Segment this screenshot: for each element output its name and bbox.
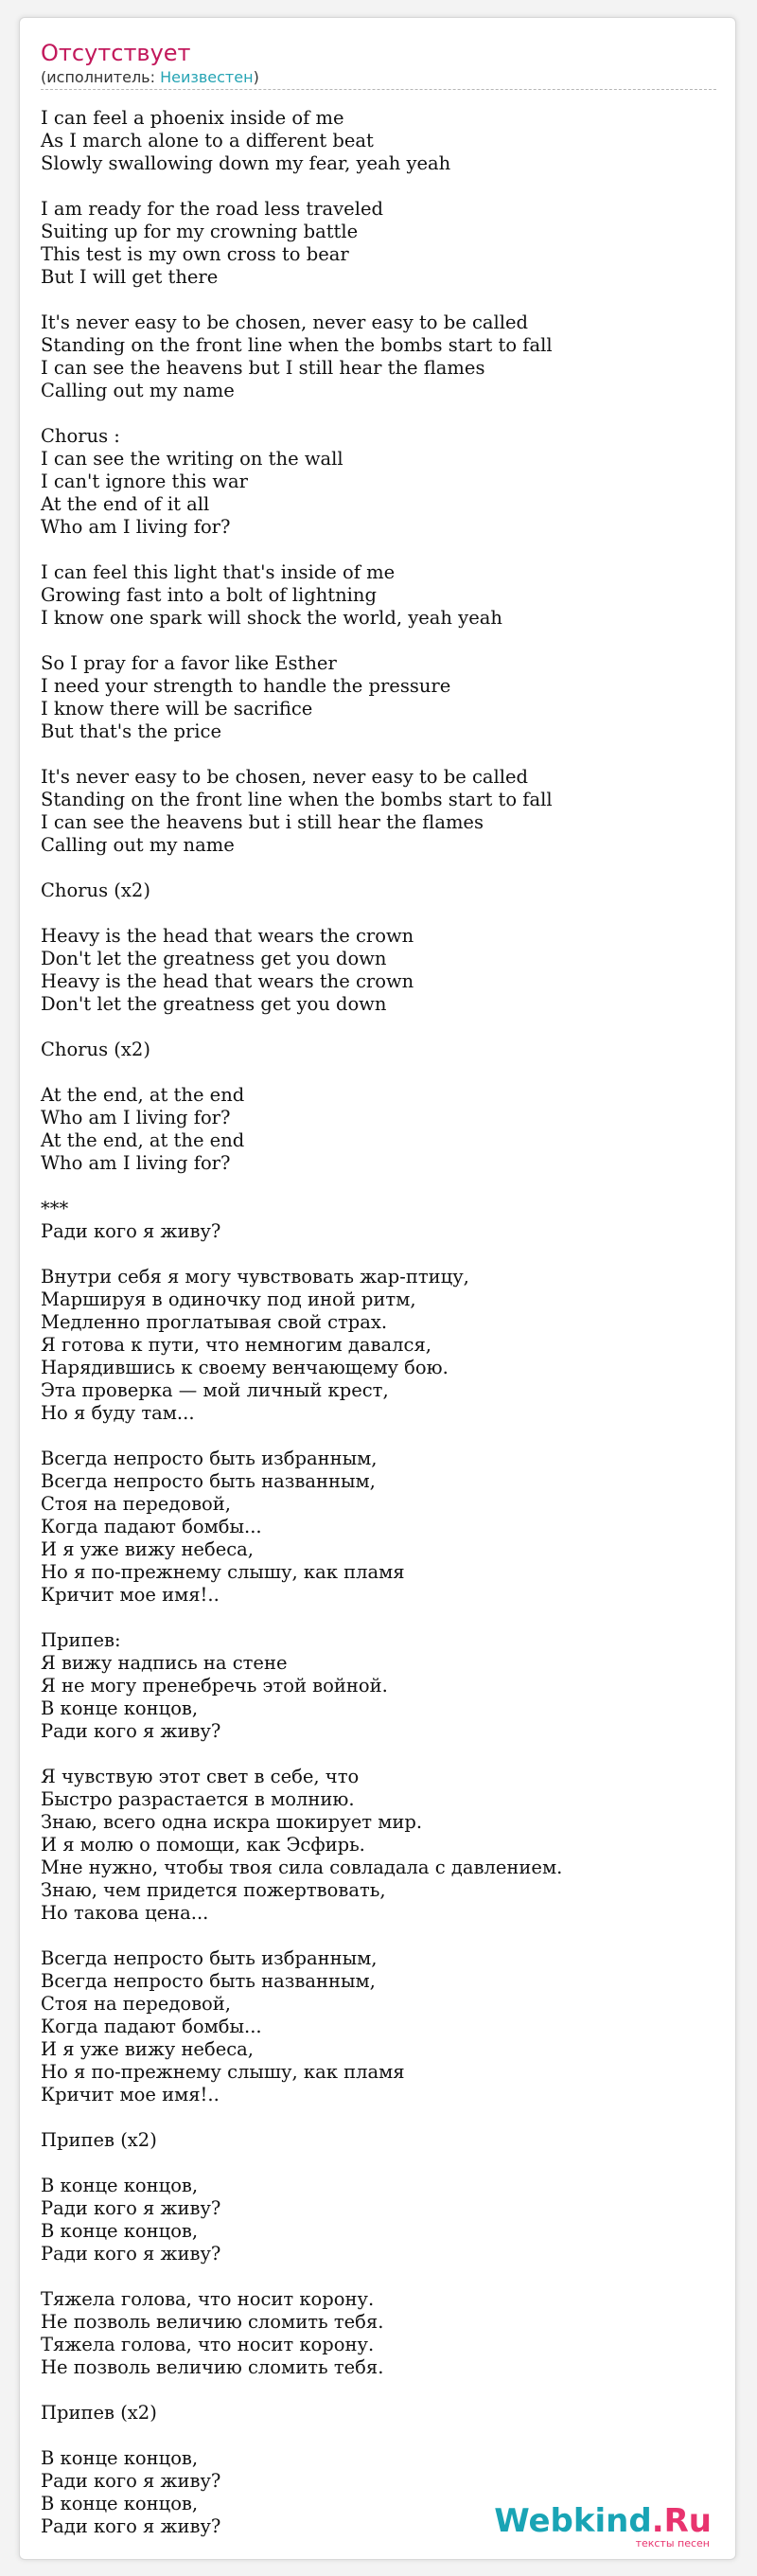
artist-line xyxy=(41,68,259,87)
artist-suffix: ) xyxy=(253,68,259,86)
lyrics-text: I can feel a phoenix inside of me As I march alone to a different beat Slowly swallowing down my fear, yeah yeah I am ready for the road less traveled Suiting up for my crowning battle This test is my own cross to bear But I will get there It's never easy to be chosen, never easy to be called Standing on the front line when the bombs start to fall I can see the heavens but I still hear the flames Calling out my name Chorus : I can see the writing on the wall I can't ignore this war At the end of it all Who am I living for? I can feel this light that's inside of me Growing fast into a bolt of lightning I know one spark will shock the world, yeah yeah So I pray for a favor like Esther I need your strength to handle the pressure I know there will be sacrifice But that's the price It's never easy to be chosen, never easy to be called Standing on the front line when the bombs start to fall I can see the heavens but i still hear the flames Calling out my name Chorus (x2) Heavy is the head that wears the crown Don't let the greatness get you down Heavy is the head that wears the crown Don't let the greatness get you down Chorus (x2) At the end, at the end Who am I living for? At the end, at the end Who am I living for? *** Ради кого я живу? Внутри себя я могу чувствовать жар-птицу, Маршируя в одиночку под иной ритм, Медленно проглатывая свой страх. Я готова к пути, что немногим давался, Нарядившись к своему венчающему бою. Эта проверка — мой личный крест, Но я буду там... Всегда непросто быть избранным, Всегда непросто быть названным, Стоя на передовой, Когда падают бомбы... И я уже вижу небеса, Но я по-прежнему слышу, как пламя Кричит мое имя!.. Припев: Я вижу надпись на стене Я не могу пренебречь этой войной. В конце концов, Ради кого я живу? Я чувствую этот свет в себе, что Быстро разрастается в молнию. Знаю, всего одна искра шокирует мир. И я молю о помощи, как Эсфирь. Мне нужно, чтобы твоя сила совладала с давлением. Знаю, чем придется пожертвовать, Но такова цена... Всегда непросто быть избранным, Всегда непросто быть названным, Стоя на передовой, Когда падают бомбы... И я уже вижу небеса, Но я по-прежнему слышу, как пламя Кричит мое имя!.. Припев (x2) В конце концов, Ради кого я живу? В конце концов, Ради кого я живу? Тяжела голова, что носит корону. Не позволь величию сломить тебя. Тяжела голова, что носит корону. Не позволь величию сломить тебя. Припев (x2) В конце концов, Ради кого я живу? В конце концов, Ради кого я живу? xyxy=(41,107,563,2537)
logo-word: Webkind xyxy=(494,2502,652,2540)
header-divider xyxy=(41,89,716,90)
site-logo[interactable] xyxy=(494,2502,712,2549)
artist-link[interactable]: Неизвестен xyxy=(160,68,254,86)
logo-tagline: тексты песен xyxy=(635,2537,710,2549)
artist-prefix: (исполнитель: xyxy=(41,68,161,86)
logo-wordmark xyxy=(494,2502,712,2540)
logo-tld: .Ru xyxy=(651,2502,712,2540)
lyrics-card xyxy=(19,17,736,2560)
song-title: Отсутствует xyxy=(41,40,191,66)
